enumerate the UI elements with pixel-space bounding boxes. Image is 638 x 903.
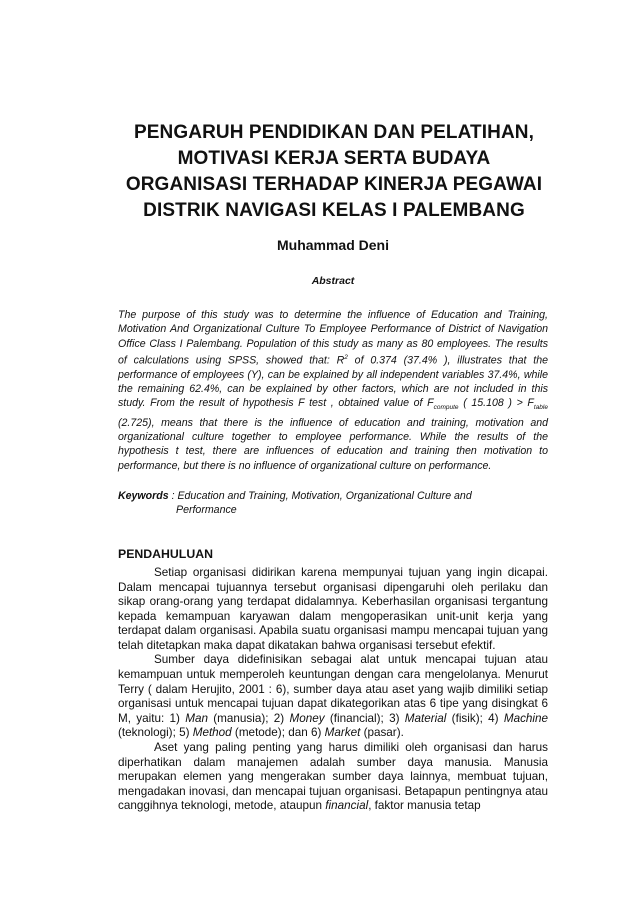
- text-run: (financial); 3): [324, 711, 405, 725]
- abstract-part: of 0.374 (37.4% ), illustrates that the performance of employees (Y), can be explained by all independent variables 37.4%, while the remaining 62.4%, can be explained by other factors, which are not included in this study. From the result of hypothesis F test , obtained value of F: [118, 354, 548, 410]
- text-run: (teknologi); 5): [118, 726, 193, 740]
- italic-term: Machine: [503, 711, 549, 725]
- abstract-subscript: table: [533, 404, 548, 412]
- abstract-text: [118, 308, 548, 473]
- abstract-part: The purpose of this study was to determine the influence of Education and Training, Motivation And Organizational Culture To Employee Performance of District of Navigation Office Class I Palembang. Population of this study as many as 80 employees. The results of calculations using SPSS, showed that: R: [118, 309, 548, 367]
- paper-title: [110, 120, 558, 224]
- paragraph: [118, 653, 548, 741]
- title-line: DISTRIK NAVIGASI KELAS I PALEMBANG: [143, 200, 525, 221]
- text-run: (fisik); 4): [446, 711, 504, 725]
- keywords-list-continued: Performance: [176, 503, 237, 516]
- title-line: ORGANISASI TERHADAP KINERJA PEGAWAI: [125, 174, 543, 195]
- section-heading: PENDAHULUAN: [118, 546, 213, 561]
- text-run: (manusia); 2): [207, 711, 290, 725]
- text-run: Sumber daya didefinisikan sebagai alat untuk mencapai tujuan atau kemampuan untuk memperoleh keuntungan dengan cara mengelolanya. Menurut Terry ( dalam Herujito, 2001 : 6), sumber daya atau aset yang wajib dimiliki setiap organisasi untuk mencapai tujuan dapat dikategorikan atas 6 tipe yang disingkat 6 M, yaitu: 1): [118, 653, 548, 725]
- abstract-part: ( 15.108 ) > F: [458, 397, 534, 410]
- paragraph: [118, 741, 548, 814]
- italic-term: Market: [324, 726, 361, 740]
- author-name: Muhammad Deni: [276, 237, 389, 253]
- italic-term: Material: [404, 711, 447, 725]
- paragraph: Setiap organisasi didirikan karena mempunyai tujuan yang ingin dicapai. Dalam mencapai tujuannya tersebut organisasi dipengaruhi oleh perilaku dan sikap orang-orang yang terdapat didalamnya. Keberhasilan organisasi tergantung kepada kemampuan karyawan dalam mengoperasikan unit-unit kerja yang terdapat dalam organisasi. Apabila suatu organisasi mampu mencapai tujuan yang telah ditetapkan maka dapat dikatakan bahwa organisasi tersebut efektif.: [118, 565, 548, 652]
- keywords-list: : Education and Training, Motivation, Organizational Culture and: [168, 489, 472, 502]
- keywords: [118, 489, 548, 517]
- abstract-superscript: 2: [344, 353, 348, 361]
- italic-term: financial: [325, 799, 369, 813]
- italic-term: Man: [185, 711, 208, 725]
- abstract-subscript: compute: [433, 404, 459, 412]
- body-text: [118, 566, 548, 814]
- text-run: , faktor manusia tetap: [368, 799, 481, 813]
- text-run: (pasar).: [360, 726, 404, 740]
- italic-term: Method: [192, 726, 232, 740]
- title-line: PENGARUH PENDIDIKAN DAN PELATIHAN,: [134, 122, 534, 143]
- title-line: MOTIVASI KERJA SERTA BUDAYA: [177, 148, 491, 169]
- keywords-label: Keywords: [118, 489, 169, 502]
- italic-term: Money: [289, 711, 325, 725]
- text-run: (metode); dan 6): [231, 726, 325, 740]
- abstract-heading: Abstract: [311, 275, 355, 287]
- text-run: Aset yang paling penting yang harus dimiliki oleh organisasi dan harus diperhatikan dalam manajemen adalah sumber daya manusia. Manusia merupakan elemen yang mengerakan sumber daya lainnya, membuat tujuan, mengadakan inovasi, dan mencapai tujuan organisasi. Betapapun pentingnya atau canggihnya teknologi, metode, ataupun: [118, 741, 548, 813]
- abstract-part: (2.725), means that there is the influence of education and training, motivation and organizational culture together to employee performance. While the results of the hypothesis t test, there are influences of education and training then motivation to performance, but there is no influence of organizational culture on performance.: [118, 416, 548, 472]
